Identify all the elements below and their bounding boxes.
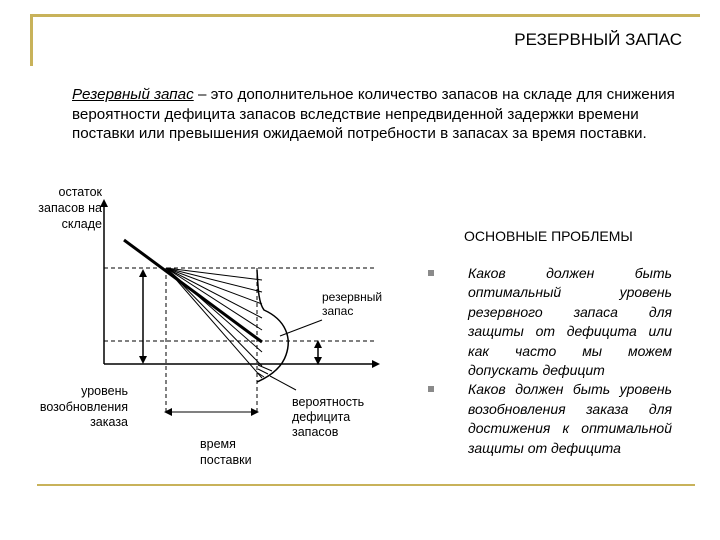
problem-item-2 [428,380,672,458]
problem-item-1 [428,264,672,380]
probability-leader [270,376,296,390]
demand-line-fan [166,268,262,378]
slide-title: РЕЗЕРВНЫЙ ЗАПАС [514,30,682,49]
safety-stock-leader [280,320,322,336]
problems-heading: ОСНОВНЫЕ ПРОБЛЕМЫ [464,228,633,244]
problems-list [428,264,672,458]
square-bullet-icon [428,386,434,392]
safety-stock-label: резервный запас [322,290,383,318]
stockout-probability-label: вероятность дефицита запасов [292,395,365,439]
definition-text: – это дополнительное количество запасов на складе для снижения вероятности дефицита запасов вследствие непредвиденной задержки времени поставки или превышения ожидаемой потребности в запасах за время поставки. [72,86,675,142]
y-axis-label: остаток запасов на складе [38,185,102,231]
square-bullet-icon [428,270,434,276]
problem-text-1: Каков должен быть оптимальный уровень резервного запаса для защиты от дефицита или как часто мы можем допускать дефицит [468,265,672,379]
problem-text-2: Каков должен быть уровень возобновления заказа для достижения к оптимальной защиты от дефицита [468,381,672,456]
reorder-level-label: уровень возобновления заказа [39,384,128,429]
definition-term: Резервный запас [72,86,194,103]
lead-time-label: время поставки [200,437,252,467]
